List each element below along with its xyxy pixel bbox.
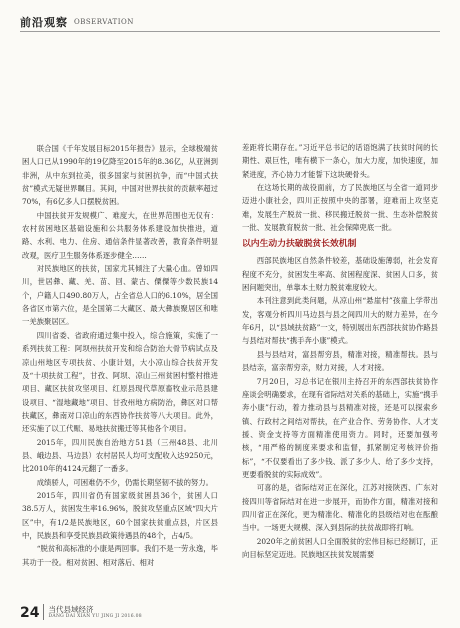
body-paragraph: “脱贫和高标准的小康是两回事。我们不是一劳永逸，毕其功于一役。相对贫困、相对落后、相对 [22,544,218,567]
body-paragraph: 在这场长期的战役面前，方了民族地区与全省一道同步迈进小康社会，四川正按照中央的部署，迎难而上攻坚克难，发展生产脱贫一批、移民搬迁脱贫一批、生态补偿脱贫一批、发展教育脱贫一批、社会保障兜底一批。 [242,183,438,233]
body-paragraph: 差距将长期存在。”习近平总书记的话语饱满了扶贫时间的长期性、艰巨性，唯有横下一条心，加大力度，加快速度，加紧进度，齐心协力才能誓下这块硬骨头。 [242,143,438,179]
section-heading: 以内生动力扶破脱贫长效机制 [242,239,357,250]
page-header [20,14,440,30]
body-paragraph: 2020年之前贫困人口全面脱贫的宏伟目标已经制订，正向目标坚定迈进。民族地区扶贫发展需要 [242,536,438,559]
body-paragraph: 2015年，四川省仍有国家级贫困县36个，贫困人口38.5万人，贫困发生率16.96%，脱贫攻坚重点区域“四大片区”中，有1/2是民族地区，60个国家扶贫重点县，片区县中，民族县和享受民族县政策待遇县的48个，占4/5。 [22,490,218,540]
body-paragraph: 2015年，四川民族自治地方51县（三州48县、北川县、峨边县、马边县）农村居民人均可支配收入达9250元，比2010年的4124元翻了一番多。 [22,437,218,474]
magazine-title [48,605,141,620]
body-paragraph: 联合国《千年发展目标2015年报告》显示，全球极端贫困人口已从1990年的19亿降至2015年的8.36亿，从亚洲到非洲，从中东到拉美，很多国家与贫困抗争，而“中国式扶贫”模式无疑世界瞩目。其间，中国对世界扶贫的贡献率超过70%，有6亿多人口摆脱贫困。 [22,144,218,207]
footer-divider [43,604,44,620]
body-paragraph: 西部民族地区自然条件较差，基础设施薄弱，社会发育程度不充分，贫困发生率高、贫困程度深、贫困人口多，贫困问题突出，单靠本土财力脱贫难度较大。 [242,256,438,293]
section-title-en: OBSERVATION [74,18,134,26]
section-title: 前沿观察 [20,16,68,29]
body-paragraph: 对民族地区的扶贫，国家尤其倾注了大量心血。曾如四川，世居彝、藏、羌、苗、回、蒙古、僳僳等少数民族14个，户籍人口490.80万人，占全省总人口的6.10%，居全国各省区市第六位，是全国第二大藏区、最大彝族聚居区和唯一羌族聚居区。 [22,264,218,327]
page-footer [20,604,142,620]
magazine-title-en: DANG DAI XIAN YU JING JI 2016.08 [48,614,142,619]
body-paragraph: 可喜的是，省际结对正在深化，江苏对接陕西、广东对接四川等省际结对在进一步展开，而协作方面，精准对接和四川省正在深化，更为精准化、精准化的县级结对也在酝酿当中。一场更大规模、深入到县际的扶贫战即将打响。 [242,483,438,533]
body-paragraph: 成绩骄人，可困难仍不少，仍需长期坚韧不拔的努力。 [36,477,213,487]
body-paragraph: 四川省委、省政府通过集中投入，综合施策，实施了一系列扶贫工程：阿坝州扶贫开发和综合防治大骨节病试点及凉山州地区专项扶贫、小康计划，大小凉山综合扶贫开发及“十项扶贫工程”，甘孜、阿坝、凉山三州贫困村整村推进项目、藏区扶贫攻坚项目、红原县现代草原畜牧业示范县建设项目、“湿地藏地”项目、甘孜州地方病防治，彝区对口帮扶藏区，彝南对口凉山的东西协作扶贫等八大项目。此外，还实施了以工代赈、易地扶贫搬迁等其他各个项目。 [22,330,218,434]
page-number: 24 [20,605,40,621]
body-paragraph: 本刊注意到此类问题，从凉山州“悬崖村”孩童上学带出发，客观分析四川马边县与县之间四川大的财力差异，在今年6月，以“县域扶贫路”一文，特别展出东西部扶贫协作路县与县结对帮扶“携手奔小康”模式。 [242,296,438,346]
body-paragraph: 县与县结对，富县帮穷县，精准对接，精准帮扶。县与县结亲，富亲帮穷亲，财力对接，人才对接。 [242,349,438,373]
left-column [22,142,218,569]
body-paragraph: 中国扶贫开发规模广、难度大，在世界范围也无仅有：农村贫困地区基础设施和公共服务体系建设加快推进，道路、水利、电力、住房、通信条件显著改善，教育条件明显改观，医疗卫生服务体系逐步健全…… [22,210,218,260]
magazine-title-cn: 当代县域经济 [48,605,94,614]
body-paragraph: 7月20日，习总书记在银川主持召开的东西部扶贫协作座谈会明确要求，在现有省际结对关系的基础上，实施“携手奔小康”行动，着力推动县与县精准对接，还是可以探索乡镇、行政村之间结对帮扶，在产业合作、劳务协作、人才支援、资金支持等方面精准使用资力。同时，还要加强考核，“用严格的制度来要求和监督，抓紧制定考核评价指标”，“不仅要看出了多少钱、派了多少人、给了多少支持，更要看脱贫的实际成效”。 [242,376,438,479]
right-column [242,141,438,561]
header-divider [20,31,440,32]
